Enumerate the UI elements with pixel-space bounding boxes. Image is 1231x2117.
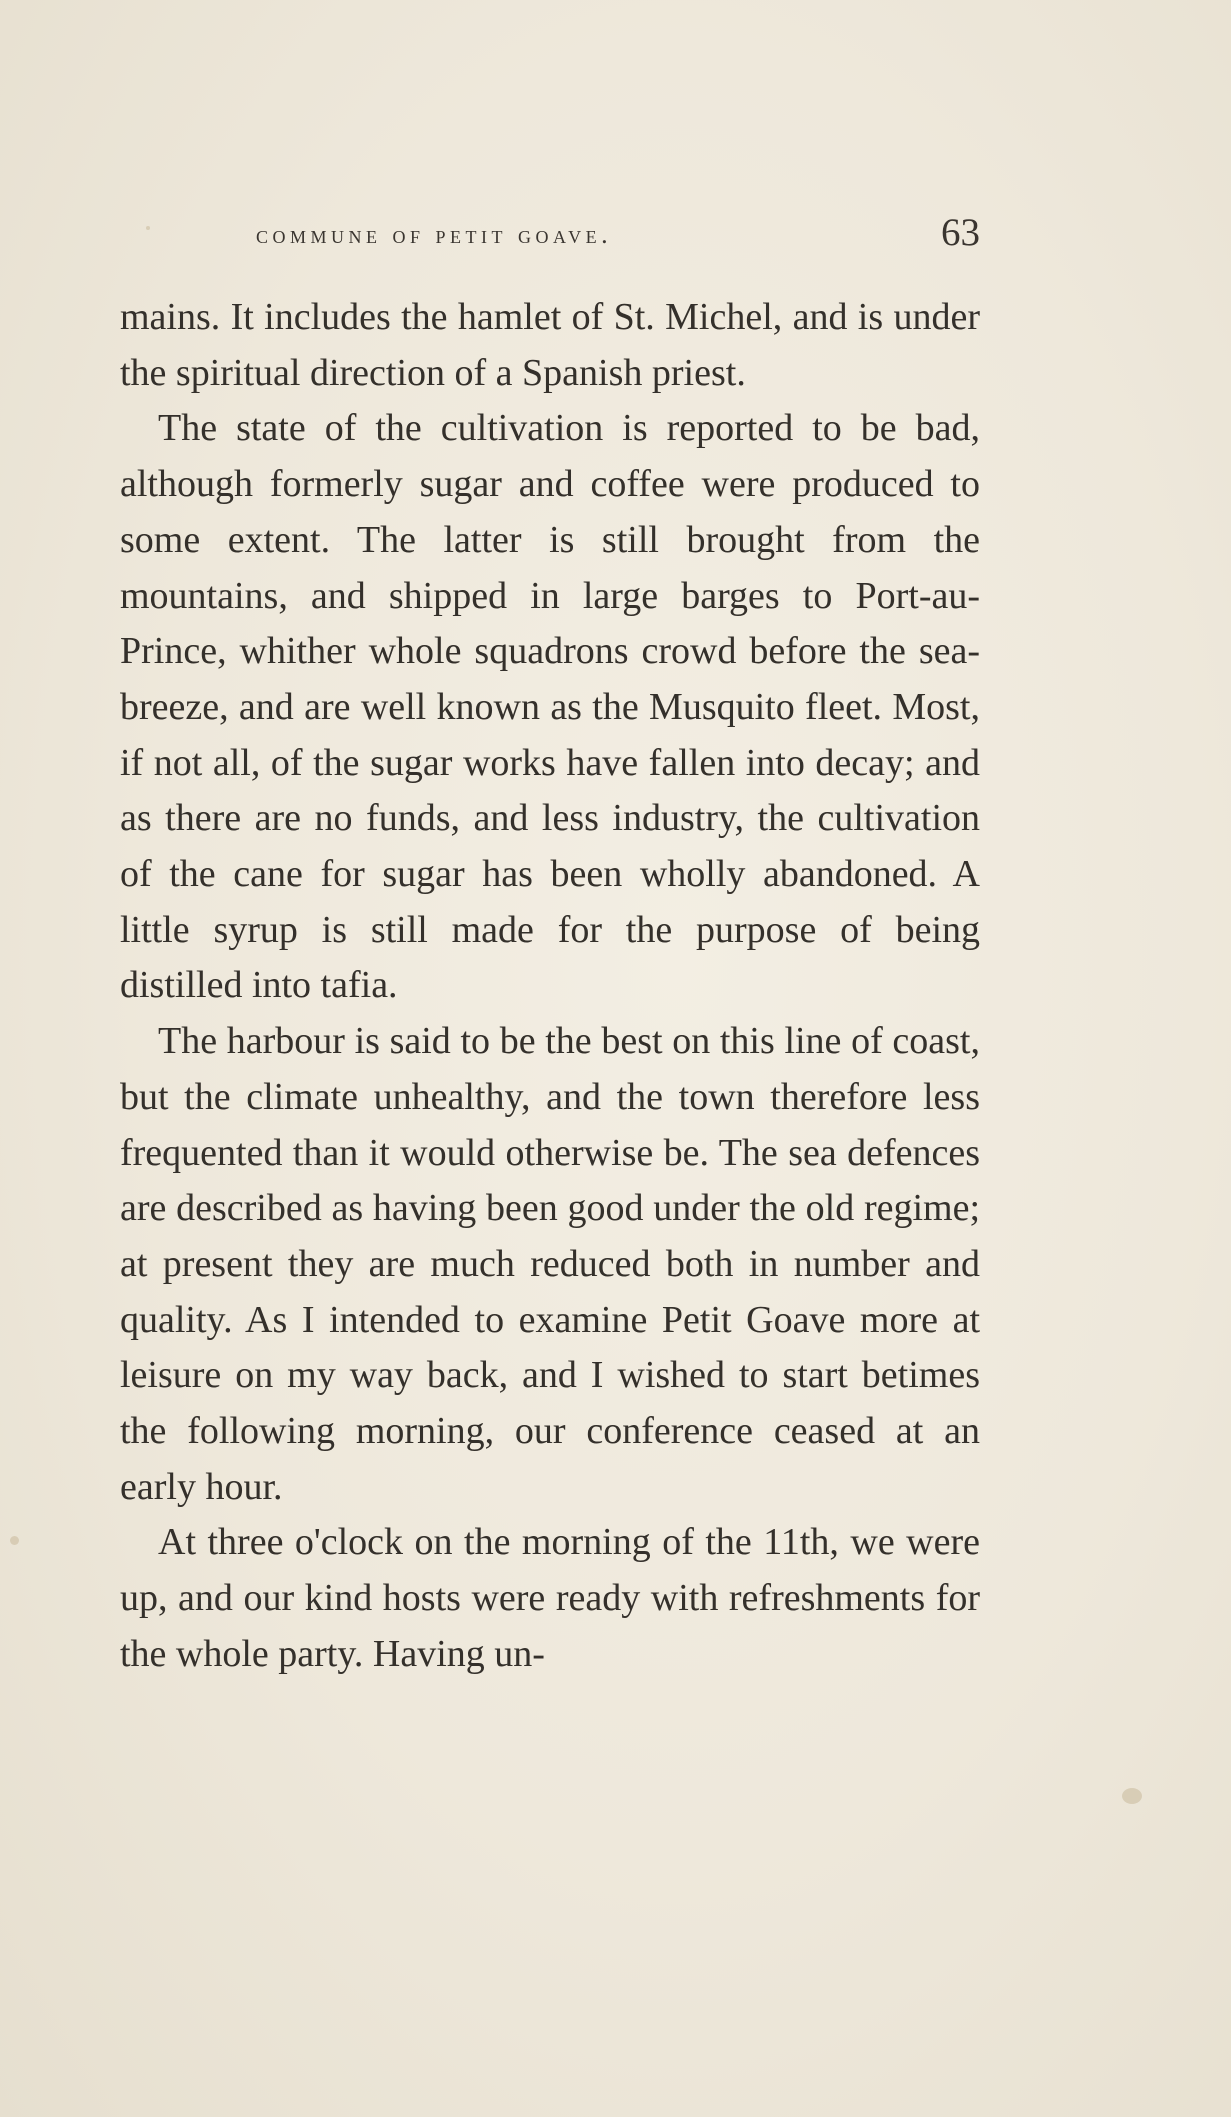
page-header <box>120 210 980 266</box>
paragraph: mains. It includes the hamlet of St. Michel, and is under the spiritual direction of a Spanish priest. <box>120 296 980 394</box>
foxing-spot <box>1122 1788 1142 1804</box>
foxing-spot <box>10 1536 19 1545</box>
running-head: commune of petit goave. <box>256 220 613 249</box>
paragraph: At three o'clock on the morning of the 11th, we were up, and our kind hosts were ready with refreshments for the whole party. Having un- <box>120 1521 980 1675</box>
body-text <box>120 290 980 1683</box>
page-number: 63 <box>941 211 980 254</box>
paragraph: The state of the cultivation is reported to be bad, although formerly sugar and coffee were produced to some extent. The latter is still brought from the mountains, and shipped in large barges to Port-au-Prince, whither whole squadrons crowd before the sea-breeze, and are well known as the Musquito fleet. Most, if not all, of the sugar works have fallen into decay; and as there are no funds, and less industry, the cultivation of the cane for sugar has been wholly abandoned. A little syrup is still made for the purpose of being distilled into tafia. <box>120 407 980 1007</box>
paragraph: The harbour is said to be the best on this line of coast, but the climate unhealthy, and the town therefore less frequented than it would otherwise be. The sea defences are described as having been good under the old regime; at present they are much reduced both in number and quality. As I intended to examine Petit Goave more at leisure on my way back, and I wished to start betimes the following morning, our conference ceased at an early hour. <box>120 1020 980 1508</box>
